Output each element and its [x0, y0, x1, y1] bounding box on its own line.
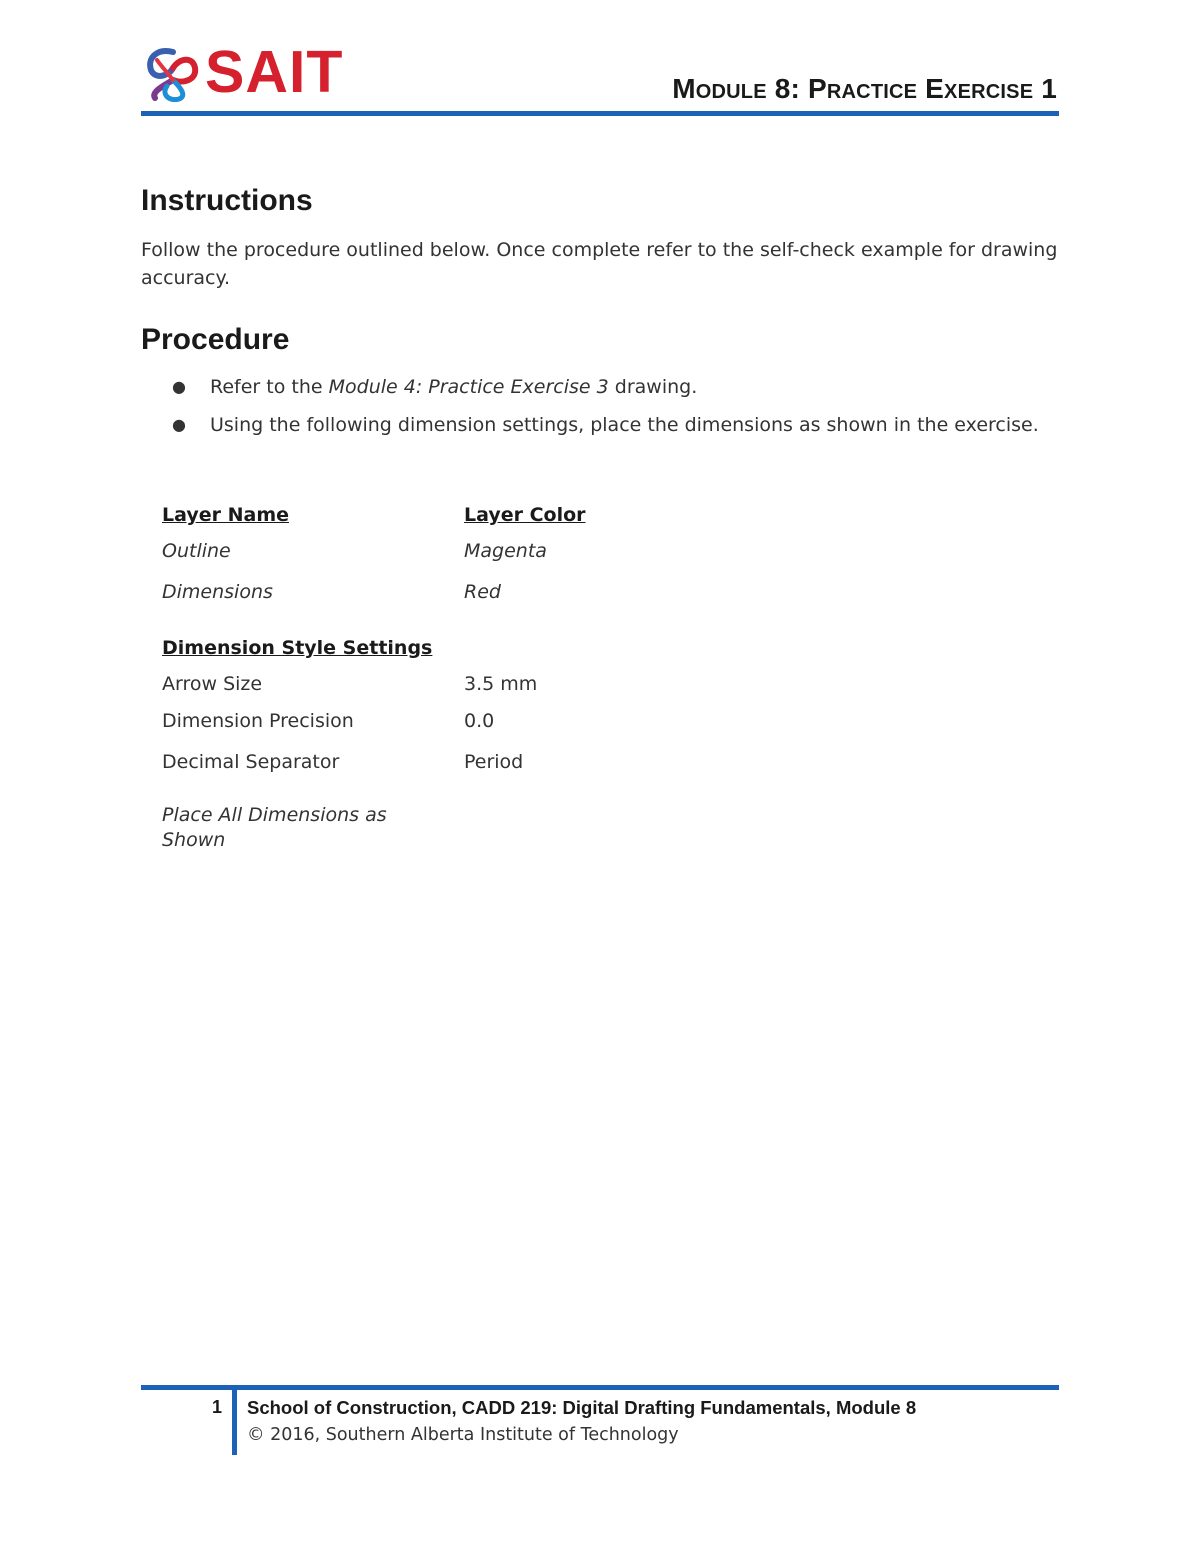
setting-name-cell: Decimal Separator: [162, 751, 340, 773]
header-rule: [141, 111, 1059, 116]
setting-value-cell: 3.5 mm: [464, 673, 538, 695]
page-number: 1: [212, 1397, 223, 1417]
logo-wordmark: SAIT: [205, 39, 344, 105]
layer-color-cell: Red: [464, 581, 501, 603]
instructions-text: Follow the procedure outlined below. Once complete refer to the self-check example for drawing accuracy.: [141, 239, 1058, 289]
bullet-icon: ●: [172, 415, 186, 434]
setting-value-cell: 0.0: [464, 710, 495, 732]
bullet-icon: ●: [172, 377, 186, 396]
procedure-bullet: [172, 414, 1039, 436]
footer-course-line: School of Construction, CADD 219: Digital Drafting Fundamentals, Module 8: [247, 1397, 917, 1418]
bullet-text-reference: Module 4: Practice Exercise 3: [328, 376, 609, 398]
footer-divider: [232, 1385, 237, 1455]
footer-copyright: © 2016, Southern Alberta Institute of Technology: [247, 1425, 679, 1445]
instructions-heading: Instructions: [141, 184, 313, 217]
sait-logo: [143, 39, 344, 105]
bullet-text-suffix: drawing.: [608, 376, 698, 398]
layer-name-header: Layer Name: [162, 504, 290, 526]
sait-logo-mark-icon: [143, 46, 201, 102]
setting-value-cell: Period: [464, 751, 524, 773]
module-title: Module 8: Practice Exercise 1: [672, 73, 1057, 104]
layer-name-cell: Dimensions: [162, 581, 273, 603]
bullet-text-prefix: Refer to the: [210, 376, 329, 398]
setting-name-cell: Arrow Size: [162, 673, 263, 695]
dimension-style-header: Dimension Style Settings: [162, 637, 433, 659]
layer-color-cell: Magenta: [464, 540, 547, 562]
procedure-heading: Procedure: [141, 323, 290, 356]
layer-color-header: Layer Color: [464, 504, 586, 526]
setting-name-cell: Dimension Precision: [162, 710, 354, 732]
bullet-text: Using the following dimension settings, place the dimensions as shown in the exercise.: [210, 414, 1039, 436]
footer-rule: [141, 1385, 1059, 1390]
dimension-note: Place All Dimensions as Shown: [162, 804, 387, 851]
layer-name-cell: Outline: [162, 540, 231, 562]
procedure-bullet: [172, 376, 697, 398]
